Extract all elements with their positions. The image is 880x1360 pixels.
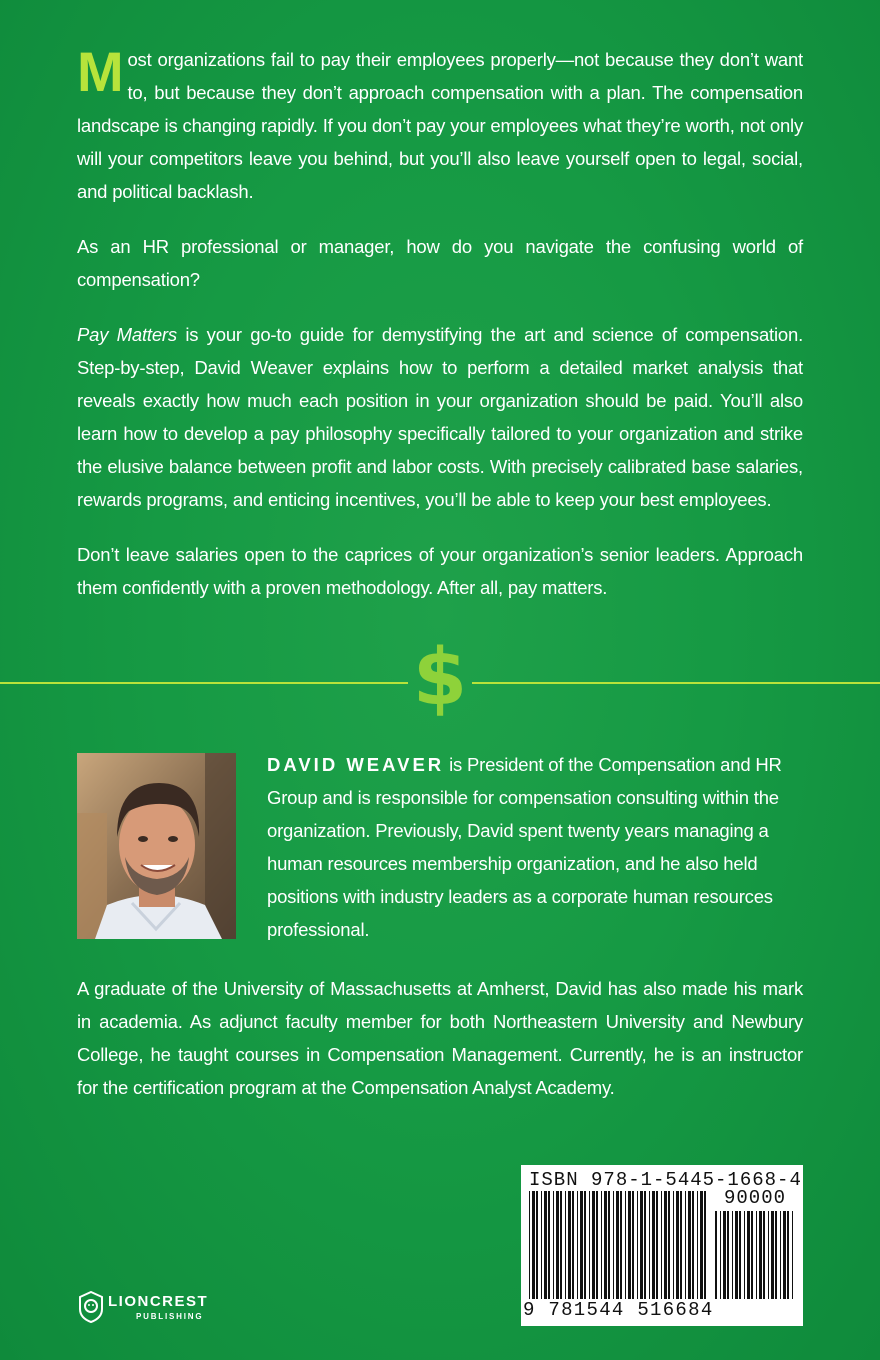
author-portrait-image: [77, 753, 236, 939]
barcode-bar: [644, 1191, 646, 1299]
barcode-bar: [664, 1191, 667, 1299]
barcode-bar: [589, 1191, 590, 1299]
book-title: Pay Matters: [77, 324, 177, 345]
barcode-bar: [756, 1211, 757, 1299]
barcode-bar: [747, 1211, 750, 1299]
barcode-bar: [780, 1211, 781, 1299]
intro-paragraph-1-text: ost organizations fail to pay their employees properly—not because they don’t want to, but because they don’t approach compensation with a plan. The compensation landscape is changing rapidly. If you don’t pay your employees what they’re worth, not only will your competitors leave you behind, but you’ll also leave yourself open to legal, social, and political backlash.: [77, 49, 803, 202]
dollar-icon: $: [412, 633, 468, 723]
barcode-bar: [601, 1191, 602, 1299]
barcode-bar: [720, 1211, 721, 1299]
barcode-bar: [661, 1191, 662, 1299]
divider-line-right: [472, 682, 880, 684]
drop-cap: M: [77, 40, 124, 103]
publisher-subtitle: PUBLISHING: [136, 1312, 204, 1321]
isbn-barcode: [521, 1165, 803, 1326]
author-photo: [77, 753, 236, 939]
divider-line-left: [0, 682, 408, 684]
barcode-bar: [771, 1211, 774, 1299]
barcode-bar: [688, 1191, 691, 1299]
intro-section: [77, 40, 804, 604]
barcode-bar: [592, 1191, 595, 1299]
barcode-bar: [768, 1211, 769, 1299]
barcode-bar: [632, 1191, 634, 1299]
barcode-bar: [739, 1211, 741, 1299]
barcode-bar: [792, 1211, 793, 1299]
publisher-name: LIONCREST: [108, 1293, 209, 1310]
barcode-bar: [692, 1191, 694, 1299]
barcode-bar: [732, 1211, 733, 1299]
barcode-bar: [656, 1191, 658, 1299]
barcode-bar: [560, 1191, 562, 1299]
isbn-digits: 9 781544 516684: [523, 1299, 714, 1321]
intro-paragraph-3: [77, 318, 803, 516]
barcode-bar: [763, 1211, 765, 1299]
barcode-bar: [775, 1211, 777, 1299]
barcode-bar: [783, 1211, 786, 1299]
barcode-bar: [715, 1211, 717, 1299]
bio-paragraph-1-text: is President of the Compensation and HR Group and is responsible for compensation consulting within the organization. Previously, David spent twenty years managing a human resources membership organization, and he also held positions with industry leaders as a corporate human resources professional.: [267, 754, 782, 940]
barcode-bar: [577, 1191, 578, 1299]
barcode-bar: [704, 1191, 706, 1299]
bio-paragraph-2-block: [77, 972, 803, 1104]
barcode-bar: [700, 1191, 703, 1299]
barcode-bar: [613, 1191, 614, 1299]
barcode-bar: [676, 1191, 679, 1299]
isbn-label: ISBN 978-1-5445-1668-4: [529, 1169, 802, 1191]
barcode-bar: [759, 1211, 762, 1299]
barcode-bar: [572, 1191, 574, 1299]
barcode-bar: [553, 1191, 554, 1299]
barcode-bar: [616, 1191, 619, 1299]
barcode-bar: [596, 1191, 598, 1299]
barcode-bar: [548, 1191, 550, 1299]
price-code: 90000: [723, 1187, 786, 1209]
barcode-bar: [751, 1211, 753, 1299]
barcode-bar: [620, 1191, 622, 1299]
bio-paragraph-1: [267, 748, 803, 946]
barcode-bar: [680, 1191, 682, 1299]
price-barcode-bars: [715, 1211, 797, 1299]
barcode-bar: [568, 1191, 571, 1299]
barcode-bar: [625, 1191, 626, 1299]
barcode-bar: [529, 1191, 530, 1299]
barcode-bar: [604, 1191, 607, 1299]
barcode-bar: [723, 1211, 726, 1299]
barcode-bar: [744, 1211, 745, 1299]
barcode-bar: [532, 1191, 535, 1299]
intro-paragraph-2: As an HR professional or manager, how do you navigate the confusing world of compensation?: [77, 236, 803, 290]
barcode-bar: [735, 1211, 738, 1299]
barcode-bar: [536, 1191, 538, 1299]
barcode-bar: [544, 1191, 547, 1299]
barcode-bar: [584, 1191, 586, 1299]
barcode-bar: [637, 1191, 638, 1299]
author-name: DAVID WEAVER: [267, 754, 445, 775]
barcode-bar: [649, 1191, 650, 1299]
intro-paragraph-4: Don’t leave salaries open to the caprices of your organization’s senior leaders. Approach them confidently with a proven methodology. After all, pay matters.: [77, 544, 803, 598]
barcode-bar: [668, 1191, 670, 1299]
barcode-bar: [565, 1191, 566, 1299]
intro-paragraph-1: [77, 40, 803, 208]
barcode-bar: [673, 1191, 674, 1299]
barcode-bar: [685, 1191, 686, 1299]
barcode-bars: [529, 1191, 709, 1299]
barcode-bar: [727, 1211, 729, 1299]
intro-paragraph-3-text: is your go-to guide for demystifying the art and science of compensation. Step-by-step, David Weaver explains how to perform a detailed market analysis that reveals exactly how much each position in your organization should be paid. You’ll also learn how to develop a pay philosophy specifically tailored to your organization and strike the elusive balance between profit and labor costs. With precisely calibrated base salaries, rewards programs, and enticing incentives, you’ll be able to keep your best employees.: [77, 324, 804, 510]
barcode-bar: [787, 1211, 789, 1299]
lion-icon: [78, 1291, 104, 1323]
barcode-bar: [640, 1191, 643, 1299]
barcode-bar: [556, 1191, 559, 1299]
bio-paragraph-2: A graduate of the University of Massachusetts at Amherst, David has also made his mark in academia. As adjunct faculty member for both Northeastern University and Newbury College, he taught courses in Compensation Management. Currently, he is an instructor for the certification program at the Compensation Analyst Academy.: [77, 978, 803, 1098]
barcode-bar: [628, 1191, 631, 1299]
barcode-bar: [541, 1191, 542, 1299]
barcode-bar: [608, 1191, 610, 1299]
bio-section: [267, 748, 803, 946]
barcode-bar: [580, 1191, 583, 1299]
barcode-bar: [697, 1191, 698, 1299]
barcode-bar: [652, 1191, 655, 1299]
